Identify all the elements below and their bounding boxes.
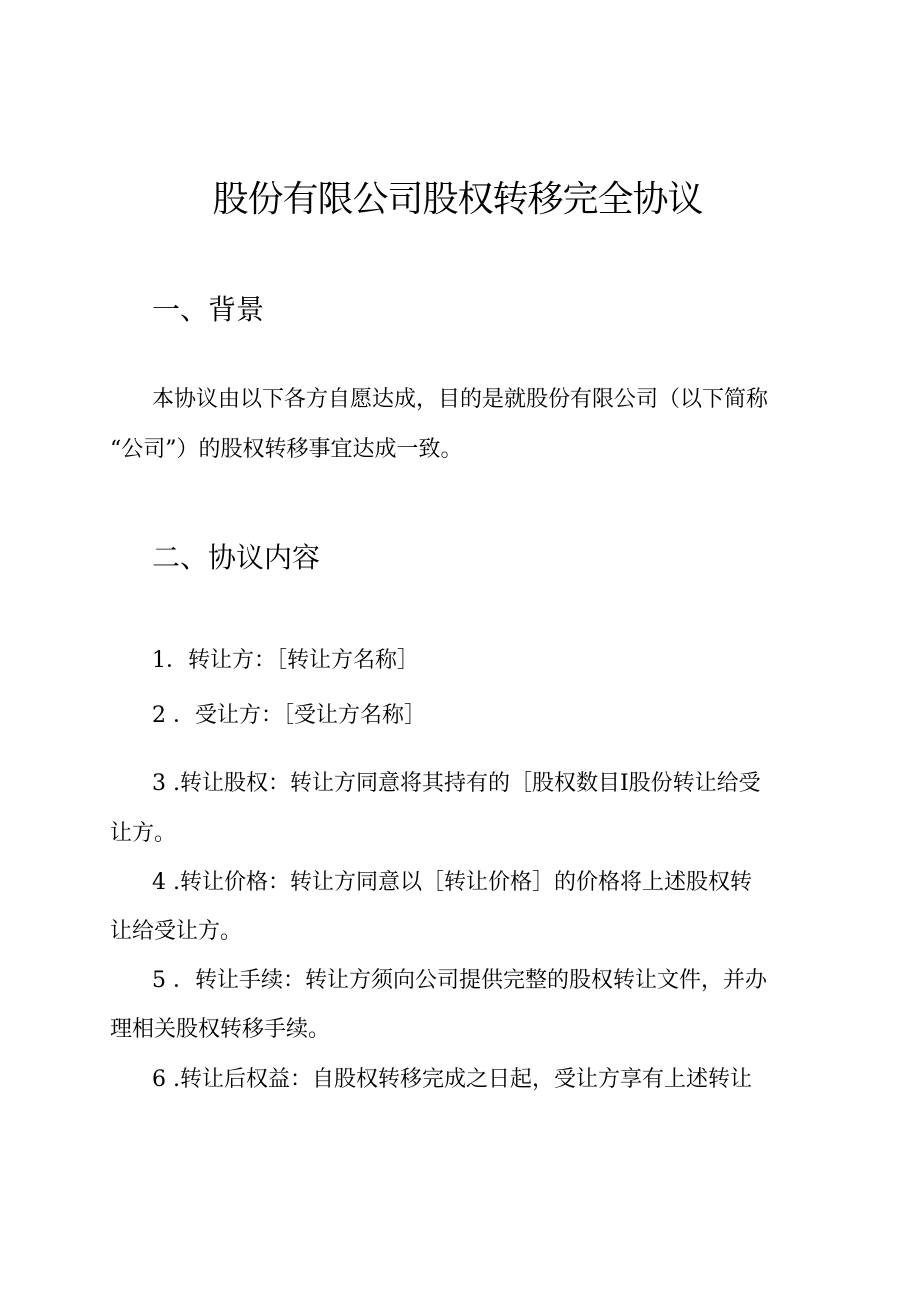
clause-4-line-2: 让给受让方。 <box>110 919 243 944</box>
section-heading-content: 二、协议内容 <box>152 541 321 574</box>
clause-6-line-1: 6 .转让后权益：自股权转移完成之日起，受让方享有上述转让 <box>152 1067 752 1092</box>
clause-3-line-1: 3 .转让股权：转让方同意将其持有的［股权数目I股份转让给受 <box>152 771 761 796</box>
clause-1: 1．转让方：［转让方名称］ <box>152 648 419 673</box>
clause-5-line-2: 理相关股权转移手续。 <box>110 1017 331 1042</box>
clause-3-line-2: 让方。 <box>110 821 177 846</box>
background-line-1: 本协议由以下各方自愿达成，目的是就股份有限公司（以下简称 <box>152 387 769 412</box>
clause-2: 2 ．受让方：［受让方名称］ <box>152 703 426 728</box>
clause-5-line-1: 5 ．转让手续：转让方须向公司提供完整的股权转让文件，并办 <box>152 968 767 993</box>
document-title: 股份有限公司股权转移完全协议 <box>212 179 703 220</box>
clause-4-line-1: 4 .转让价格：转让方同意以［转让价格］的价格将上述股权转 <box>152 870 752 895</box>
section-heading-background: 一、背景 <box>152 293 265 326</box>
background-line-2: “公司”）的股权转移事宜达成一致。 <box>110 437 463 462</box>
